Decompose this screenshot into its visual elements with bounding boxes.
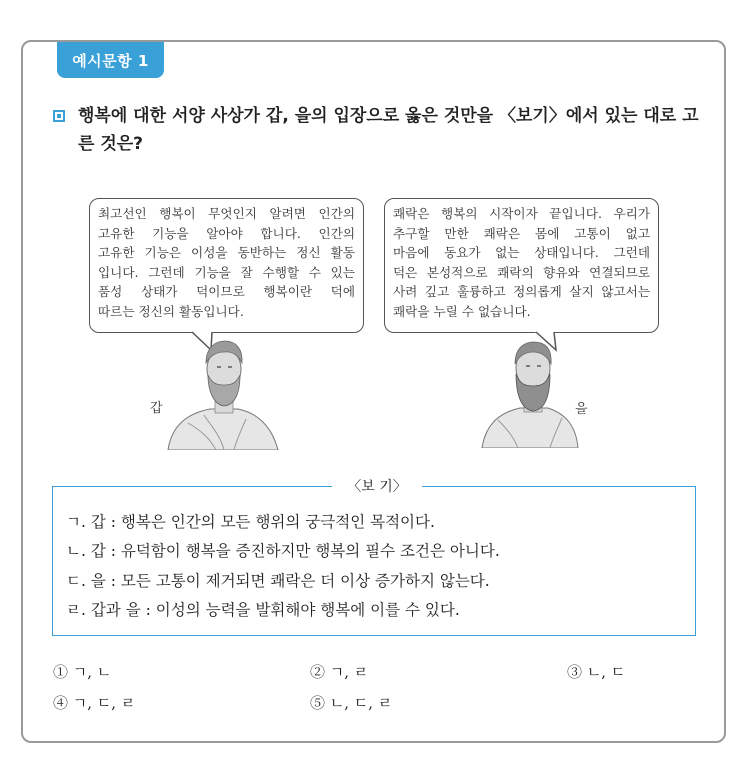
bubble-b-line: 마음에 동요가 없는 상태입니다. 그런데 <box>393 245 650 261</box>
bubble-b-line: 사려 깊고 훌륭하고 정의롭게 살지 않고서는 <box>393 284 650 300</box>
bubble-b-line: 추구할 만한 쾌락은 몸에 고통이 없고 <box>393 225 650 241</box>
bubble-a-line: 고유한 기능은 이성을 동반하는 정신 활동 <box>98 245 355 261</box>
speech-bubble-a <box>89 198 364 333</box>
bubble-a-line: 입니다. 그런데 기능을 잘 수행할 수 있는 <box>98 264 355 280</box>
bubble-b-line: 쾌락은 행복의 시작이자 끝입니다. 우리가 <box>393 206 650 221</box>
bogi-item-1: ㄱ. 갑 : 행복은 인간의 모든 행위의 궁극적인 목적이다. <box>66 513 435 531</box>
philosopher-a-portrait-icon <box>150 335 290 450</box>
speech-bubble-b <box>384 198 659 333</box>
speaker-b-label: 을 <box>575 402 588 417</box>
question-square-icon <box>53 110 65 122</box>
question-text: 행복에 대한 서양 사상가 갑, 을의 입장으로 옳은 것만을 〈보기〉에서 있는 대로 고른 것은? <box>78 106 699 154</box>
bubble-a-line: 고유한 기능을 알아야 합니다. 인간의 <box>98 225 355 241</box>
example-tab: 예시문항 1 <box>57 42 164 78</box>
bubble-a-line: 최고선인 행복이 무엇인지 알려면 인간의 <box>98 206 355 221</box>
bubble-a-line: 따르는 정신의 활동입니다. <box>98 303 244 319</box>
bubble-b-line: 덕은 본성적으로 쾌락의 향유와 연결되므로 <box>393 264 650 280</box>
choice-3[interactable]: ③ ㄴ, ㄷ <box>567 663 626 681</box>
bubble-a-line: 품성 상태가 덕이므로 행복이란 덕에 <box>98 284 355 300</box>
choice-1[interactable]: ① ㄱ, ㄴ <box>53 663 112 681</box>
bogi-item-3: ㄷ. 을 : 모든 고통이 제거되면 쾌락은 더 이상 증가하지 않는다. <box>66 572 490 590</box>
choice-5[interactable]: ⑤ ㄴ, ㄷ, ㄹ <box>310 694 393 712</box>
bogi-title: 〈보 기〉 <box>332 477 422 497</box>
speaker-a-label: 갑 <box>150 401 163 416</box>
choice-2[interactable]: ② ㄱ, ㄹ <box>310 663 369 681</box>
bogi-item-2: ㄴ. 갑 : 유덕함이 행복을 증진하지만 행복의 필수 조건은 아니다. <box>66 542 500 560</box>
bubble-b-line: 쾌락을 누릴 수 없습니다. <box>393 303 531 319</box>
choice-4[interactable]: ④ ㄱ, ㄷ, ㄹ <box>53 694 136 712</box>
philosopher-b-portrait-icon <box>478 338 588 448</box>
bogi-item-4: ㄹ. 갑과 을 : 이성의 능력을 발휘해야 행복에 이를 수 있다. <box>66 601 460 619</box>
